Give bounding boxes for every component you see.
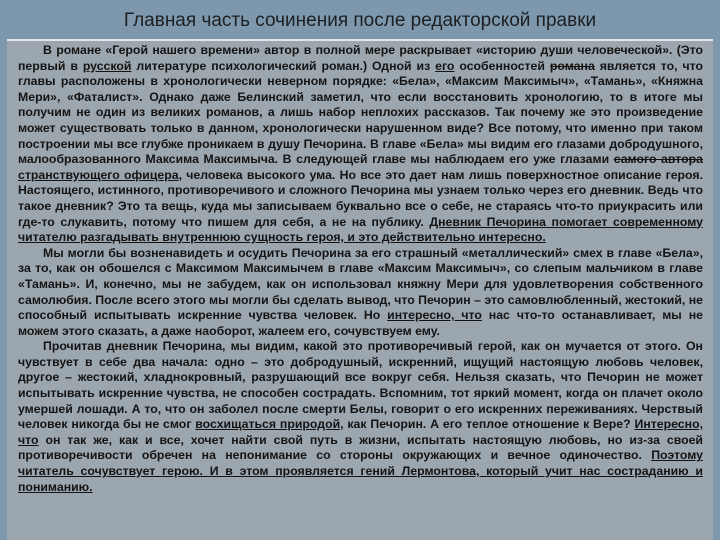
underlined-edit: русской: [82, 58, 132, 73]
underlined-edit: странствующего офицера: [18, 167, 179, 182]
text-segment: нас что-то останавливает, мы не можем этого сказать, а даже наоборот, жалеем его, сочувствуем ему.: [18, 308, 703, 338]
underlined-edit: восхищаться природой: [195, 417, 341, 432]
text-segment: особенностей: [454, 58, 550, 73]
struck-edit: самого автора: [613, 152, 703, 167]
underlined-edit: его: [435, 58, 455, 73]
text-segment: Мы могли бы возненавидеть и осудить Печорина за его страшный «металлический» смех в главе «Бела», за то, как он обошелся с Максимом Максимычем в главе «Максим Максимыч», со слепым мальчиком в главе «Тамань». И, конечно, мы не забудем, как он использовал княжну Мери для удовлетворения собственного самолюбия. После всего этого мы могли бы сделать вывод, что Печорин – это самовлюбленный, жестокий, не способный испытывать искренние чувства человек. Но: [18, 245, 703, 323]
essay-paragraph-2: [18, 246, 703, 340]
text-segment: литературе психологический роман.) Одной из: [131, 58, 436, 73]
essay-paragraph-1: [18, 43, 703, 246]
text-segment: является то, что главы расположены в хронологически неверном порядке: «Бела», «Максим Максимыч», «Тамань», «Княжна Мери», «Фаталист». Однако даже Белинский заметил, что если восстановить хронологию, то в итоге мы получим не один из великих романов, а лишь набор неплохих рассказов. Так почему же это произведение может существовать только в данном, хронологически нарушенном виде? Все потому, что именно при таком построении мы все глубже проникаем в душу Печорина. В главе «Бела» мы видим его глазами добродушного, малообразованного Максима Максимыча. В следующей главе мы наблюдаем его уже глазами: [18, 58, 703, 167]
underlined-edit: интересно, что: [387, 308, 482, 323]
underlined-edit: Интересно, что: [18, 417, 703, 447]
essay-paragraph-3: [18, 339, 703, 495]
underlined-edit: Поэтому читатель сочувствует герою. И в этом проявляется гений Лермонтова, который учит нас состраданию и пониманию.: [18, 448, 703, 494]
text-segment: , как Печорин. А его теплое отношение к Вере?: [340, 417, 635, 432]
slide-title: Главная часть сочинения после редакторской правки: [123, 10, 597, 31]
text-segment: он так же, как и все, хочет найти свой путь в жизни, испытать настоящую любовь, но из-за своей противоречивости обречен на непонимание со стороны окружающих и вечное одиночество.: [18, 432, 703, 463]
essay-text-block: [7, 39, 713, 540]
text-segment: Прочитав дневник Печорина, мы видим, какой это противоречивый герой, как он мучается от этого. Он чувствует в себе два начала: одно – это добродушный, искренний, ищущий настоящую любовь человек, другое – жестокий, хладнокровный, разрушающий все вокруг себя. Нельзя сказать, что Печорин не может испытывать искренние чувства, не способен сострадать. Вспомним, тот яркий момент, когда он плачет около умершей лошади. А то, что он заболел после смерти Белы, говорит о его искренних переживаниях. Черствый человек никогда бы не смог: [18, 339, 703, 432]
underlined-edit: Дневник Печорина помогает современному читателю разгадывать внутреннюю сущность героя, и это действительно интересно.: [18, 214, 703, 245]
text-segment: В романе «Герой нашего времени» автор в полной мере раскрывает «историю души человеческой». (Это первый в: [18, 43, 703, 73]
struck-edit: романа: [549, 58, 595, 73]
text-segment: , человека высокого ума. Но все это дает нам лишь поверхностное описание героя. Настоящего, истинного, противоречивого и сложного Печорина мы узнаем только через его дневник. Ведь что такое дневник? Это та вещь, куда мы записываем буквально все о себе, не стараясь что-то приукрасить или где-то слукавить, потому что пишем для себя, а не на публику.: [18, 167, 703, 229]
